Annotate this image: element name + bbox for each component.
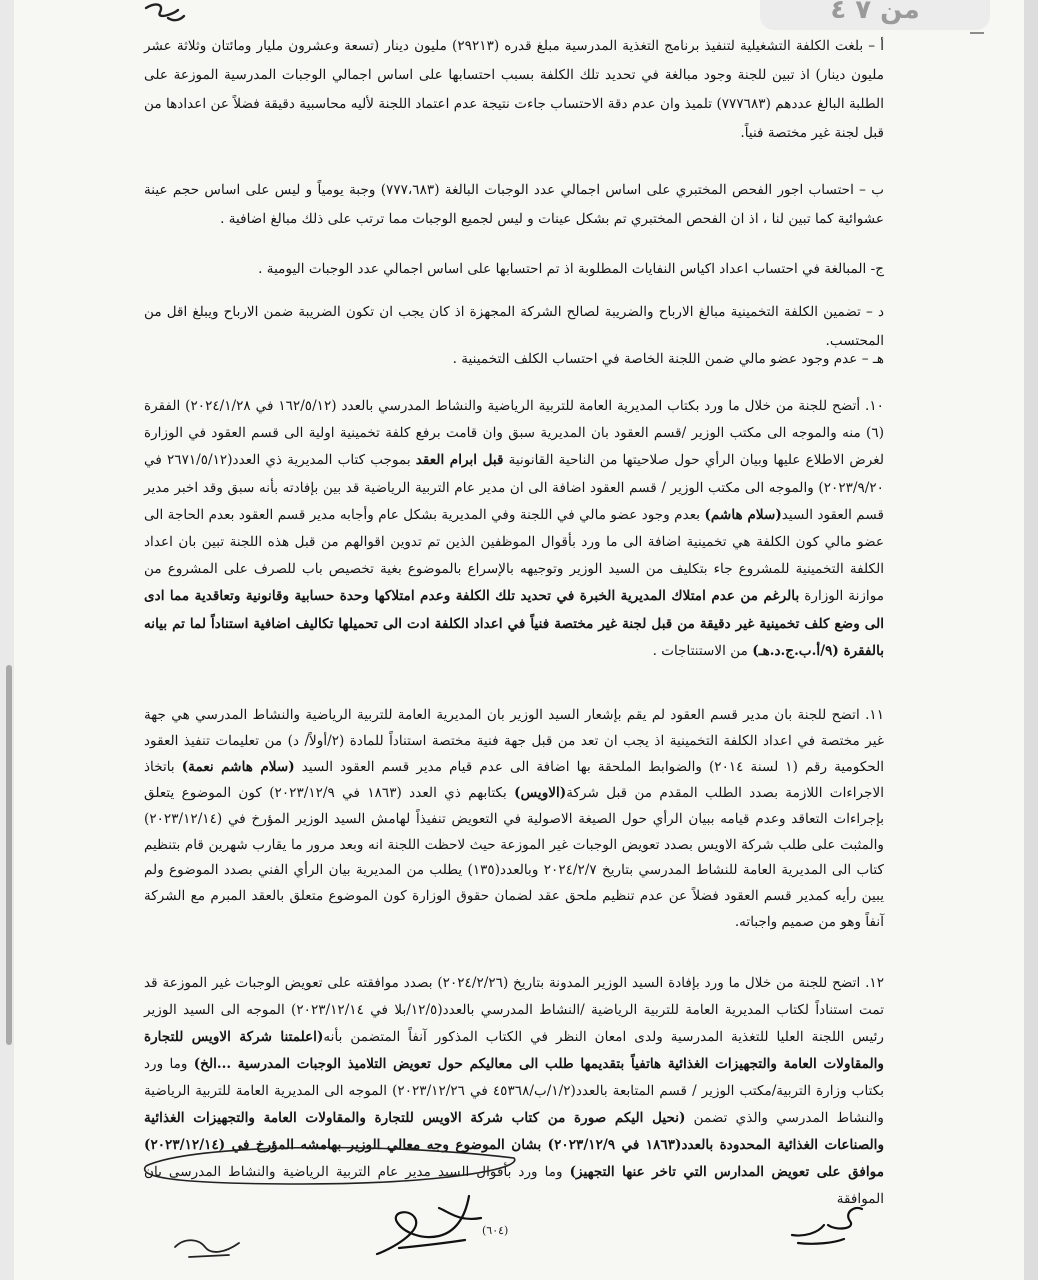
handwritten-date-circle: [132, 1140, 524, 1188]
paragraph-11-number: ١١.: [865, 707, 884, 723]
page-edge-strip: [1024, 0, 1038, 1280]
paragraph-10: [144, 393, 884, 665]
finding-item-b: [144, 176, 884, 234]
paragraph-10-part-g: من الاستنتاجات .: [652, 642, 753, 659]
paragraph-11-emphasis-company: (الاويس): [514, 784, 567, 801]
paragraph-11-part-e: بكتابهم ذي العدد (١٨٦٣ في ٢٠٢٣/١٢/٩) كون الموضوع يتعلق بإجراءات التعاقد وعدم قيامه ببيان الرأي حول الصيغة الاصولية في التعويض تنفيذاً لهامش السيد الوزير المؤرخ في (٢٠٢٣/١٢/١٤) والمثبت على طلب شركة الاويس بصدد تعويض الوجبات غير الموزعة حيث لاحظت اللجنة انه وبعد مرور ما يقارب شهرين قام بتنظيم كتاب الى المديرية العامة للنشاط المدرسي بتاريخ ٢٠٢٤/٢/٧ وبالعدد(١٣٥) يطلب من المديرية بيان الرأي الفني بصدد الموضوع ولم يبين رأيه كمدير قسم العقود فضلاً عن عدم تنظيم ملحق عقد لضمان حقوق الوزارة كون الموضوع متعلق بالعقد المبرم مع الشركة آنفاً وهو من صميم واجباته.: [144, 784, 884, 931]
paragraph-10-part-a: أتضح للجنة من خلال ما ورد بكتاب المديرية العامة للتربية الرياضية والنشاط المدرسي بالعدد (١٦٢/٥/١٢ في ٢٠٢٤/١/٢٨) الفقرة (٦) منه والموجه الى مكتب الوزير /قسم العقود بان المديرية سبق وان قامت برفع كلفة تخمينية اولية الى قسم العقود في الوزارة لغرض الاطلاع عليها وبيان الرأي حول صلاحيتها من الناحية القانونية: [144, 398, 885, 469]
signature-middle: [369, 1188, 489, 1263]
finding-item-h: [144, 345, 884, 374]
paragraph-11-part-a: اتضح للجنة بان مدير قسم العقود لم يقم بإشعار السيد الوزير بان المديرية العامة للتربية الرياضية والنشاط المدرسي هي جهة غير مختصة في اعداد الكلفة التخمينية اذ يجب ان تعد من قبل جهة فنية مختصة استناداً للمادة (٢/أولاً/ د) من تعليمات تنفيذ العقود الحكومية رقم (١ لسنة ٢٠١٤) والضوابط الملحقة بها اضافة الى عدم قيام مدير قسم العقود السيد: [144, 707, 885, 775]
item-c-text: ج- المبالغة في احتساب اعداد اكياس النفايات المطلوبة اذ تم احتسابها على اساس اجمالي عدد الوجبات اليومية .: [258, 261, 884, 277]
item-d-text: د – تضمين الكلفة التخمينية مبالغ الارباح والضريبة لصالح الشركة المجهزة اذ كان يجب ان تكون الضريبة ضمن الارباح ويبلغ اقل من المحتسب.: [144, 304, 884, 349]
paragraph-10-emphasis-name: (سلام هاشم): [704, 506, 782, 523]
paragraph-12-part-e: وما ورد بأقوال السيد مدير عام التربية الرياضية والنشاط المدرسي بان الموافقة: [144, 1164, 884, 1207]
paragraph-10-part-e: بعدم وجود عضو مالي في اللجنة وفي المديرية بشكل عام وأجابه مدير قسم العقود بعدم الحاجة الى عضو مالي كون الكلفة هي تخمينية اضافة الى ما ورد بأقوال الموظفين الذين تم تدوين اقوالهم من قبل هذه اللجنة تبين بان اعداد الكلفة التخمينية للمشروع جاء بتكليف من السيد الوزير وتوجيهه بالإسراع بالموضوع بغية تخصيص باب للصرف على المشروع من موازنة الوزارة: [144, 506, 884, 605]
signature-left: [169, 1225, 249, 1265]
paragraph-12-emphasis-referral: (نحيل اليكم صورة من كتاب شركة الاويس للتجارة والمقاولات العامة والتجهيزات الغذائية والصناعات الغذائية المحدودة بالعدد(١٨٦٣ في ٢٠٢٣/١٢/٩) بشان الموضوع وجه معالي الوزير بهامشه المؤرخ في (٢٠٢٣/١٢/١٤) موافق على تعويض المدارس التي تاخر عنها التجهيز): [144, 1110, 885, 1180]
paragraph-10-number: ١٠.: [865, 398, 884, 414]
page-indicator-chip: من ٧ ٤: [760, 0, 990, 30]
item-b-text: ب – احتساب اجور الفحص المختبري على اساس اجمالي عدد الوجبات البالغة (٧٧٧،٦٨٣) وجبة يومياً و ليس على اساس حجم عينة عشوائية كما تبين لنا ، اذ ان الفحص المختبري تم بشكل عينات و ليس لجميع الوجبات مما ترتب على ذلك مبالغ اضافية .: [144, 182, 884, 227]
paragraph-12-emphasis-quote: (اعلمتنا شركة الاويس للتجارة والمقاولات العامة والتجهيزات الغذائية هاتفياً بتقديمها طلب الى معاليكم حول تعويض التلاميذ الوجبات المدرسية ...الخ): [144, 1029, 884, 1072]
handwritten-corner-mark: [134, 0, 214, 30]
item-h-text: هـ – عدم وجود عضو مالي ضمن اللجنة الخاصة في احتساب الكلف التخمينية .: [452, 351, 884, 367]
paragraph-10-emphasis-conclusion: بالرغم من عدم امتلاك المديرية الخبرة في تحديد تلك الكلفة وعدم امتلاكها وحدة حسابية وقانونية وتعاقدية مما ادى الى وضع كلف تخمينية غير دقيقة من قبل لجنة غير مختصة فنياً في اعداد الكلفة ادت الى تحميلها تكاليف اضافية استناداً لما تم بيانه بالفقرة (٩/أ.ب.ج.د.هـ): [144, 588, 884, 659]
paragraph-11-text: [144, 703, 884, 936]
paragraph-11-emphasis-name: (سلام هاشم نعمة): [181, 758, 295, 775]
paragraph-12-number: ١٢.: [865, 975, 884, 991]
finding-item-a: [144, 32, 884, 148]
finding-item-c: [144, 255, 884, 284]
paragraph-11-part-c: باتخاذ الاجراءات اللازمة بصدد الطلب المقدم من قبل شركة: [144, 758, 884, 801]
paragraph-10-part-c: بموجب كتاب المديرية ذي العدد(٢٦٧١/٥/١٢ في ٢٠٢٣/٩/٢٠) والموجه الى مكتب الوزير / قسم العقود اضافة الى ان مدير عام التربية الرياضية قد بين بإفادته بأنه سبق وقد اخبر مدير قسم العقود السيد: [144, 452, 884, 523]
page-number: (٦٠٤): [482, 1224, 509, 1237]
vertical-scrollbar[interactable]: [6, 665, 12, 1045]
paragraph-10-text: [144, 393, 884, 665]
paragraph-11: [144, 703, 884, 936]
paragraph-12-part-c: وما ورد بكتاب وزارة التربية/مكتب الوزير / قسم المتابعة بالعدد(١/٢/ب/٤٥٣٦٨ في ٢٠٢٣/١٢/٢٦) الموجه الى المديرية العامة للتربية الرياضية والنشاط المدرسي والذي تضمن: [144, 1056, 884, 1126]
paragraph-12-part-a: اتضح للجنة من خلال ما ورد بإفادة السيد الوزير المدونة بتاريخ (٢٠٢٤/٢/٢٦) بصدد موافقته على تعويض الوجبات غير الموزعة قد تمت استناداً لكتاب المديرية العامة للتربية الرياضية /النشاط المدرسي بالعدد(١٢/٥/بلا في ٢٠٢٣/١٢/١٤) الموجه الى السيد الوزير رئيس اللجنة العليا للتغذية المدرسية ولدى امعان النظر في الكتاب المذكور آنفاً المتضمن بأنه: [144, 975, 884, 1045]
item-a-text: أ – بلغت الكلفة التشغيلية لتنفيذ برنامج التغذية المدرسية مبلغ قدره (٢٩٢١٣) مليون دينار (تسعة وعشرون مليار ومائتان وثلاثة عشر مليون دينار) اذ تبين للجنة وجود مبالغة في تحديد تلك الكلفة بسبب احتسابها على اساس اجمالي الوجبات المدرسية الموزعة على الطلبة البالغ عددهم (٧٧٧٦٨٣) تلميذ وان عدم دقة الاحتساب جاءت نتيجة عدم اعتماد اللجنة لأليه محاسبية دقيقة فضلاً عن اعدادها من قبل لجنة غير مختصة فنياً.: [144, 38, 884, 141]
scanned-document-page: [14, 0, 1024, 1280]
signature-right: [784, 1195, 874, 1250]
paragraph-10-emphasis-contract: قبل ابرام العقد: [415, 452, 504, 469]
